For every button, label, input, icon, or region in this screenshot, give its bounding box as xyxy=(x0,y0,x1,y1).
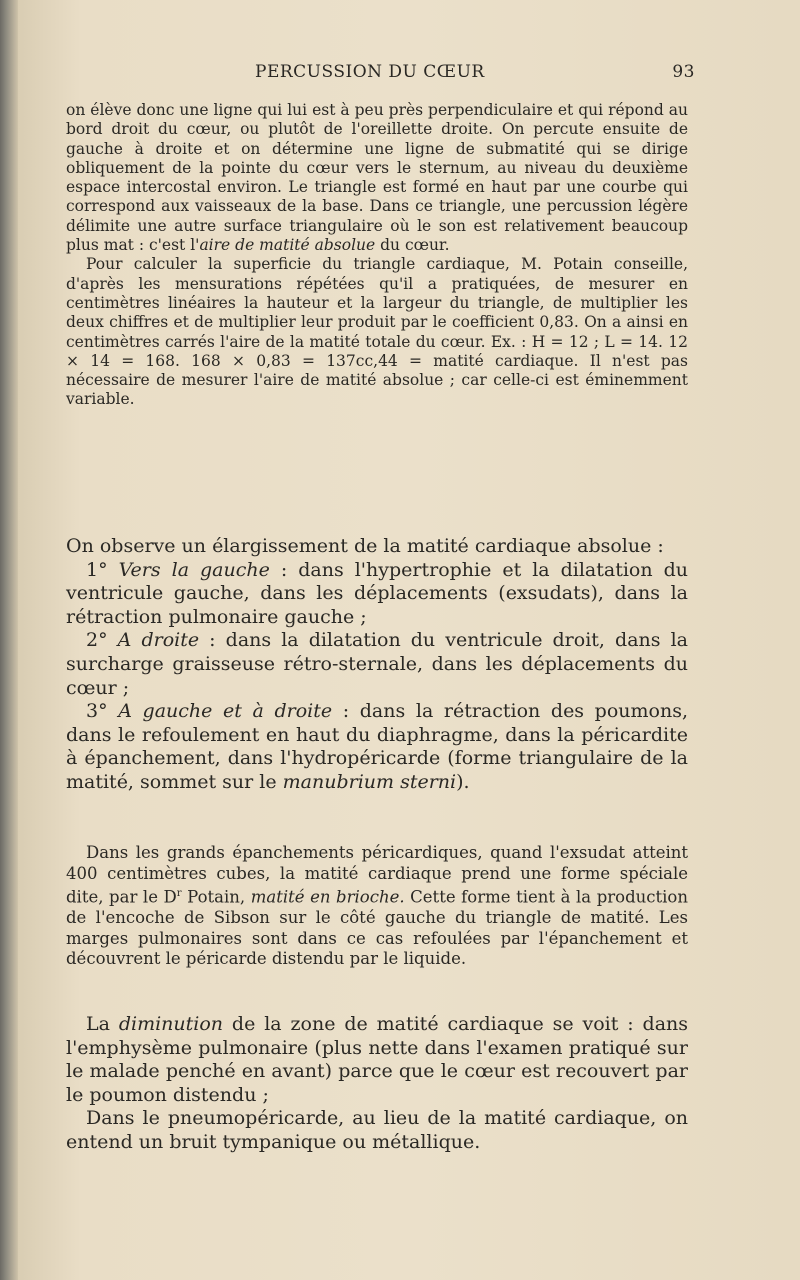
list-item-1: 1° Vers la gauche : dans l'hypertrophie et la dilatation du ventricule gauche, dans les déplacements (exsudats), dans la rétraction pulmonaire gauche ; xyxy=(66,558,688,628)
paragraph-4: Dans les grands épanchements péricardiques, quand l'exsudat atteint 400 centimètres cubes, la matité cardiaque prend une forme spéciale dite, par le $D^r$ Potain, matité en brioche. Cette forme tient à la production de l'encoche de Sibson sur le côté gauche du triangle de matité. Les marges pulmonaires sont dans ce cas refoulées par l'épanchement et découvrent le péricarde distendu par le liquide. xyxy=(66,843,688,969)
paragraph-2: Pour calculer la superficie du triangle cardiaque, M. Potain conseille, d'après les mensurations répétées qu'il a pratiquées, de mesurer en centimètres linéaires la hauteur et la largeur du triangle, de multiplier les deux chiffres et de multiplier leur produit par le coefficient 0,83. On a ainsi en centimètres carrés l'aire de la matité totale du cœur. Ex. : H = 12 ; L = 14. 12 × 14 = 168. 168 × 0,83 = 137cc,44 = matité cardiaque. Il n'est pas nécessaire de mesurer l'aire de matité absolue ; car celle-ci est éminemment variable. xyxy=(66,255,688,409)
page-number: 93 xyxy=(672,62,695,82)
text-block-2 xyxy=(66,535,688,795)
paragraph-5: La diminution de la zone de matité cardiaque se voit : dans l'emphysème pulmonaire (plus nette dans l'examen pratiqué sur le malade penché en avant) parce que le cœur est recouvert par le poumon distendu ; xyxy=(66,1013,689,1106)
paragraph-6: Dans le pneumopéricarde, au lieu de la matité cardiaque, on entend un bruit tympanique ou métallique. xyxy=(66,1107,688,1153)
paragraph-3: On observe un élargissement de la matité cardiaque absolue : xyxy=(66,535,664,557)
book-gutter xyxy=(0,0,18,1280)
text-block-4 xyxy=(66,1013,688,1155)
text-block-1 xyxy=(66,101,688,410)
list-item-3: 3° A gauche et à droite : dans la rétraction des poumons, dans le refoulement en haut du diaphragme, dans la péricardite à épanchement, dans l'hydropéricarde (forme triangulaire de la matité, sommet sur le manubrium sterni). xyxy=(66,700,689,793)
running-title: PERCUSSION DU CŒUR xyxy=(255,62,485,82)
paragraph-1: on élève donc une ligne qui lui est à peu près perpendiculaire et qui répond au bord droit du cœur, ou plutôt de l'oreillette droite. On percute ensuite de gauche à droite et on détermine une ligne de submatité qui se dirige obliquement de la pointe du cœur vers le sternum, au niveau du deuxième espace intercostal environ. Le triangle est formé en haut par une courbe qui correspond aux vaisseaux de la base. Dans ce triangle, une percussion légère délimite une autre surface triangulaire où le son est relativement beaucoup plus mat : c'est l'aire de matité absolue du cœur. xyxy=(66,101,688,255)
list-item-2: 2° A droite : dans la dilatation du ventricule droit, dans la surcharge graisseuse rétro-sternale, dans les déplacements du cœur ; xyxy=(66,629,688,699)
text-block-3 xyxy=(66,843,688,970)
